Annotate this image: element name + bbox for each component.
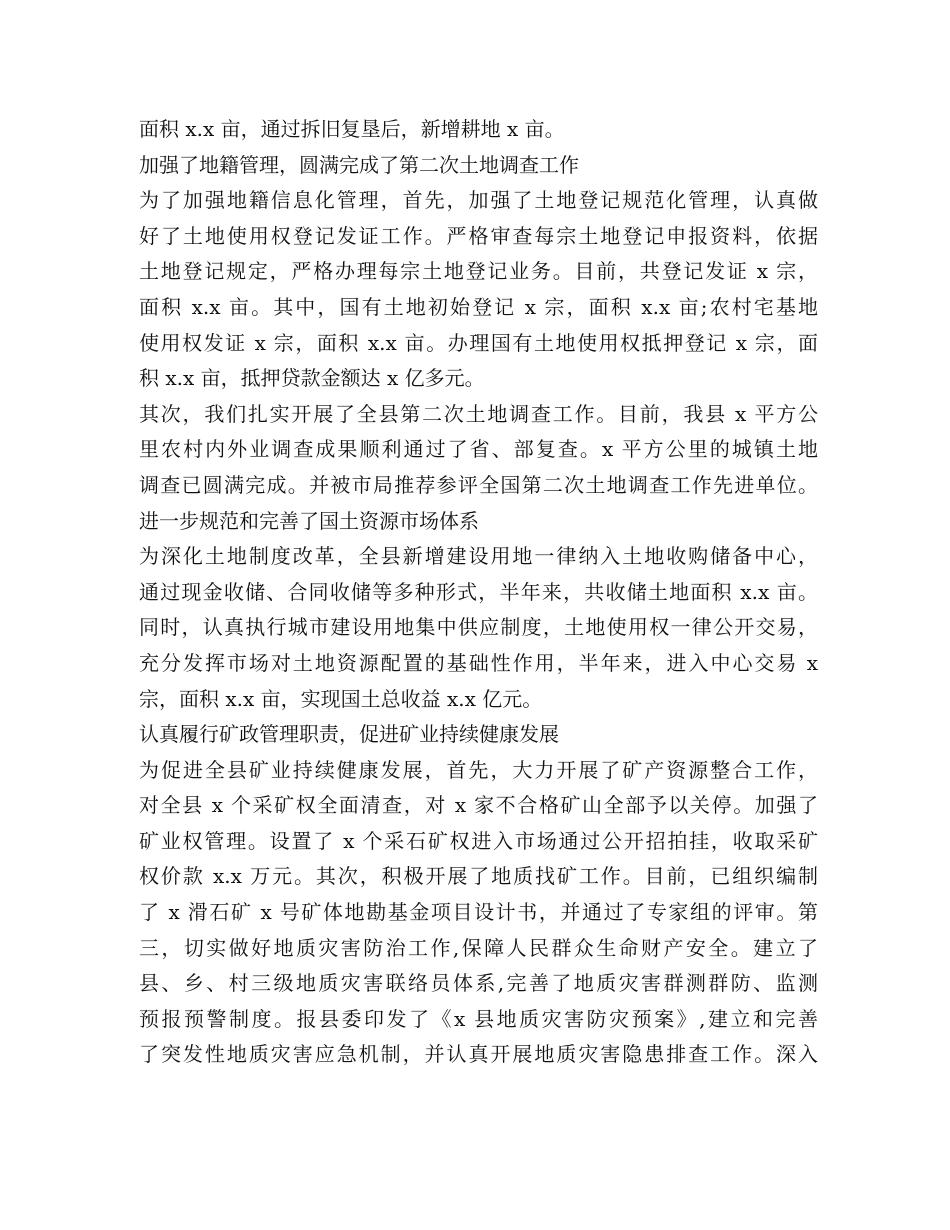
text-line-11: 调查已圆满完成。并被市局推荐参评全国第二次土地调查工作先进单位。 <box>139 472 818 497</box>
text-line-7: 使用权发证 x 宗，面积 x.x 亩。办理国有土地使用权抵押登记 x 宗，面 <box>139 330 818 355</box>
text-line-26: 预报预警制度。报县委印发了《x 县地质灾害防灾预案》,建立和完善 <box>139 1006 818 1031</box>
section-heading-land-market: 进一步规范和完善了国土资源市场体系 <box>139 508 479 533</box>
section-heading-mining: 认真履行矿政管理职责，促进矿业持续健康发展 <box>139 722 559 747</box>
text-line-5: 土地登记规定，严格办理每宗土地登记业务。目前，共登记发证 x 宗， <box>139 259 818 284</box>
text-line-22: 权价款 x.x 万元。其次，积极开展了地质找矿工作。目前，已组织编制 <box>139 864 818 889</box>
text-line-20: 对全县 x 个采矿权全面清查，对 x 家不合格矿山全部予以关停。加强了 <box>139 793 818 818</box>
text-line-13: 为深化土地制度改革，全县新增建设用地一律纳入土地收购储备中心， <box>139 544 818 569</box>
document-body <box>139 112 829 1073</box>
text-line-27: 了突发性地质灾害应急机制，并认真开展地质灾害隐患排查工作。深入 <box>139 1042 818 1067</box>
text-line-21: 矿业权管理。设置了 x 个采石矿权进入市场通过公开招拍挂，收取采矿 <box>139 828 818 853</box>
text-line-10: 里农村内外业调查成果顺利通过了省、部复查。x 平方公里的城镇土地 <box>139 437 818 462</box>
text-line-1: 面积 x.x 亩，通过拆旧复垦后，新增耕地 x 亩。 <box>139 117 565 141</box>
text-line-8: 积 x.x 亩，抵押贷款金额达 x 亿多元。 <box>139 366 485 391</box>
text-line-3: 为了加强地籍信息化管理，首先，加强了土地登记规范化管理，认真做 <box>139 188 818 213</box>
text-line-15: 同时，认真执行城市建设用地集中供应制度，土地使用权一律公开交易， <box>139 615 818 640</box>
text-line-19: 为促进全县矿业持续健康发展，首先，大力开展了矿产资源整合工作， <box>139 757 818 782</box>
text-line-23: 了 x 滑石矿 x 号矿体地勘基金项目设计书，并通过了专家组的评审。第 <box>139 900 818 925</box>
text-line-25: 县、乡、村三级地质灾害联络员体系,完善了地质灾害群测群防、监测 <box>139 971 818 996</box>
text-line-14: 通过现金收储、合同收储等多种形式，半年来，共收储土地面积 x.x 亩。 <box>139 579 818 604</box>
section-heading-land-registry: 加强了地籍管理，圆满完成了第二次土地调查工作 <box>139 152 579 177</box>
text-line-24: 三，切实做好地质灾害防治工作,保障人民群众生命财产安全。建立了 <box>139 935 818 960</box>
text-line-9: 其次，我们扎实开展了全县第二次土地调查工作。目前，我县 x 平方公 <box>139 401 818 426</box>
text-line-17: 宗，面积 x.x 亩，实现国土总收益 x.x 亿元。 <box>139 686 543 711</box>
text-line-4: 好了土地使用权登记发证工作。严格审查每宗土地登记申报资料，依据 <box>139 223 818 248</box>
text-line-16: 充分发挥市场对土地资源配置的基础性作用，半年来，进入中心交易 x <box>139 650 818 675</box>
text-line-6: 面积 x.x 亩。其中，国有土地初始登记 x 宗，面积 x.x 亩;农村宅基地 <box>139 294 818 319</box>
